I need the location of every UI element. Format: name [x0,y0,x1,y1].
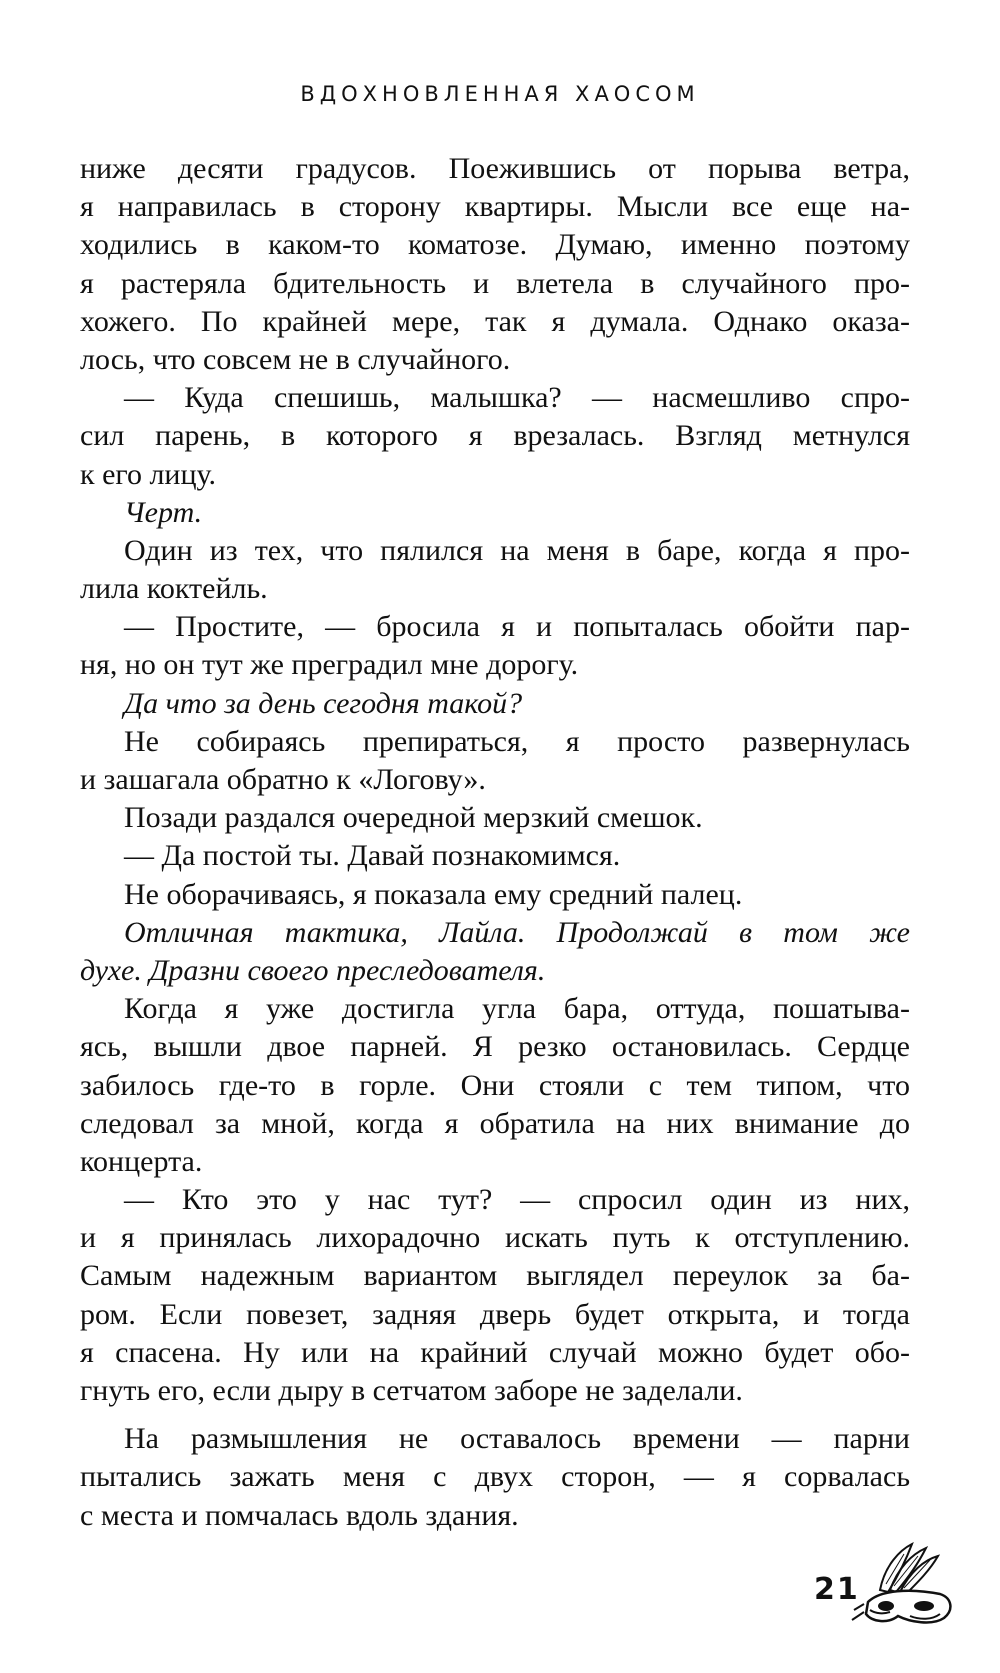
text-line: Один из тех, что пялился на меня в баре, когда я про- [124,533,910,567]
text-line: Когда я уже достигла угла бара, оттуда, пошатыва- [124,992,910,1026]
text-line: лила коктейль. [80,572,268,606]
text-line: На размышления не оставалось времени — парни [124,1422,910,1456]
running-header: ВДОХНОВЛЕННАЯ ХАОСОМ [300,82,700,106]
text-line: Самым надежным вариантом выглядел переулок за ба- [80,1259,910,1293]
text-line: Отличная тактика, Лайла. Продолжай в том же [124,915,910,949]
text-line: концерта. [80,1144,203,1178]
text-line: я растеряла бдительность и влетела в случайного про- [80,266,910,300]
text-line: я направилась в сторону квартиры. Мысли все еще на- [80,190,910,224]
text-line: ясь, вышли двое парней. Я резко остановилась. Сердце [80,1030,910,1064]
text-line: — Да постой ты. Давай познакомимся. [124,839,621,873]
text-line: Да что за день сегодня такой? [124,686,523,720]
text-line: и я принялась лихорадочно искать путь к отступлению. [80,1221,910,1255]
text-line: сил парень, в которого я врезалась. Взгляд метнулся [80,419,910,453]
text-line: — Куда спешишь, малышка? — насмешливо спро- [124,381,910,415]
text-line: лось, что совсем не в случайного. [80,342,511,376]
text-line: пытались зажать меня с двух сторон, — я сорвалась [80,1460,910,1494]
text-line: следовал за мной, когда я обратила на них внимание до [80,1106,910,1140]
text-line: к его лицу. [80,457,217,491]
text-line: Не оборачиваясь, я показала ему средний палец. [124,877,743,911]
text-line: ниже десяти градусов. Поежившись от порыва ветра, [80,152,910,185]
paragraph-gap [80,1410,910,1420]
text-line: хожего. По крайней мере, так я думала. Однако оказа- [80,304,910,338]
body-text [80,150,910,1535]
text-line: Позади раздался очередной мерзкий смешок. [124,801,703,835]
text-line: — Кто это у нас тут? — спросил один из них, [124,1183,910,1217]
text-line: с места и помчалась вдоль здания. [80,1498,519,1532]
text-line: ня, но он тут же преградил мне дорогу. [80,648,579,682]
text-line: гнуть его, если дыру в сетчатом заборе не заделали. [80,1374,743,1407]
page-footer [800,1540,960,1630]
text-line: и зашагала обратно к «Логову». [80,763,486,796]
text-line: духе. Дразни своего преследователя. [80,953,546,987]
text-line: — Простите, — бросила я и попыталась обойти пар- [124,610,910,644]
text-line: ром. Если повезет, задняя дверь будет открыта, и тогда [80,1297,910,1331]
text-line: забилось где-то в горле. Они стояли с тем типом, что [80,1068,910,1102]
text-line: Не собираясь препираться, я просто развернулась [124,724,910,758]
text-line: ходились в каком-то коматозе. Думаю, именно поэтому [80,228,910,262]
page-number: 21 [814,1572,860,1607]
text-line: я спасена. Ну или на крайний случай можно будет обо- [80,1335,910,1369]
text-line: Черт. [124,495,203,529]
